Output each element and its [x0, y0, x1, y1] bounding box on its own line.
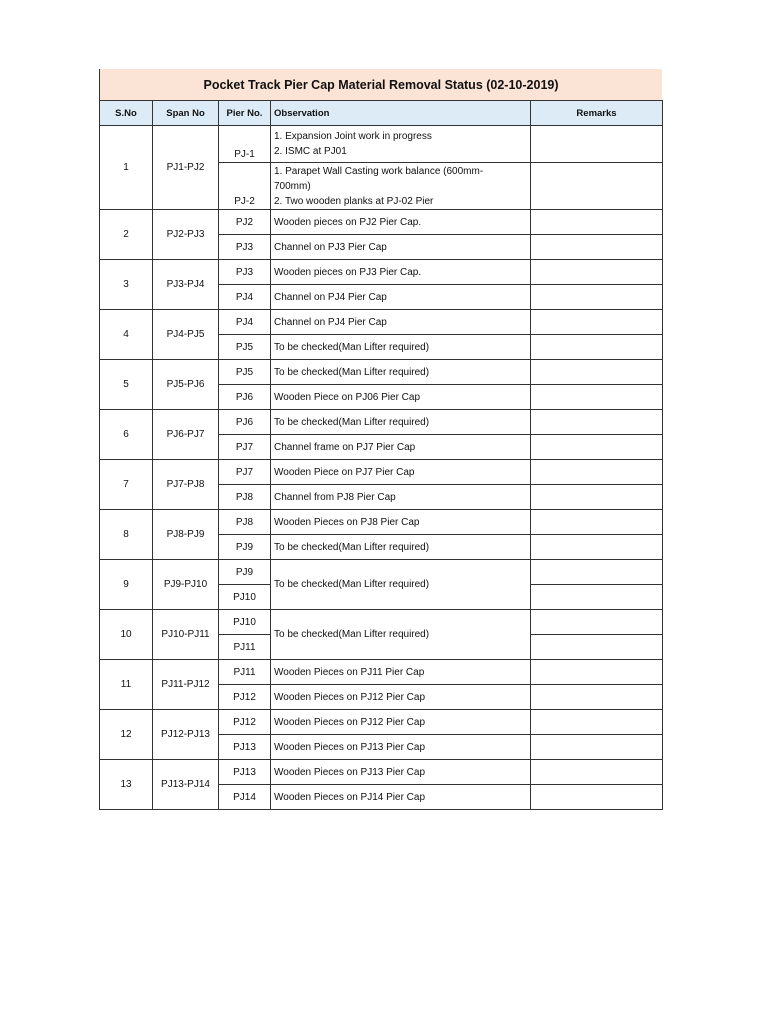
observation-cell: Channel from PJ8 Pier Cap [271, 485, 531, 510]
observation-cell: To be checked(Man Lifter required) [271, 560, 531, 610]
remarks-cell[interactable] [531, 360, 663, 385]
sno-cell: 2 [100, 210, 153, 260]
remarks-cell[interactable] [531, 785, 663, 810]
observation-cell: Channel on PJ4 Pier Cap [271, 310, 531, 335]
pier-cell: PJ6 [219, 385, 271, 410]
sno-cell: 7 [100, 460, 153, 510]
header-pier: Pier No. [219, 101, 271, 126]
table-row [100, 360, 663, 385]
span-cell: PJ10-PJ11 [153, 610, 219, 660]
observation-cell: Wooden Pieces on PJ11 Pier Cap [271, 660, 531, 685]
sno-cell: 11 [100, 660, 153, 710]
sno-cell: 12 [100, 710, 153, 760]
remarks-cell[interactable] [531, 285, 663, 310]
observation-cell [271, 163, 531, 210]
remarks-cell[interactable] [531, 685, 663, 710]
observation-cell: Wooden Pieces on PJ13 Pier Cap [271, 760, 531, 785]
span-cell: PJ3-PJ4 [153, 260, 219, 310]
pier-cell: PJ3 [219, 235, 271, 260]
remarks-cell[interactable] [531, 235, 663, 260]
span-cell: PJ4-PJ5 [153, 310, 219, 360]
observation-line: 700mm) [274, 180, 311, 192]
remarks-cell[interactable] [531, 535, 663, 560]
table-row [100, 760, 663, 785]
pier-cell: PJ11 [219, 635, 271, 660]
sno-cell: 6 [100, 410, 153, 460]
remarks-cell[interactable] [531, 260, 663, 285]
remarks-cell[interactable] [531, 210, 663, 235]
pier-cell: PJ8 [219, 485, 271, 510]
sno-cell: 10 [100, 610, 153, 660]
remarks-cell[interactable] [531, 460, 663, 485]
header-sno: S.No [100, 101, 153, 126]
remarks-cell[interactable] [531, 510, 663, 535]
header-remarks: Remarks [531, 101, 663, 126]
pier-cell: PJ12 [219, 685, 271, 710]
observation-cell: Wooden Piece on PJ06 Pier Cap [271, 385, 531, 410]
remarks-cell[interactable] [531, 126, 663, 163]
span-cell: PJ6-PJ7 [153, 410, 219, 460]
pier-cell: PJ4 [219, 310, 271, 335]
pier-cell: PJ-1 [219, 126, 271, 163]
remarks-cell[interactable] [531, 435, 663, 460]
observation-cell: Wooden Pieces on PJ12 Pier Cap [271, 710, 531, 735]
pier-cell: PJ2 [219, 210, 271, 235]
span-cell: PJ1-PJ2 [153, 126, 219, 210]
pier-cell: PJ4 [219, 285, 271, 310]
pier-cell: PJ5 [219, 335, 271, 360]
pier-cell: PJ-2 [219, 163, 271, 210]
span-cell: PJ11-PJ12 [153, 660, 219, 710]
sno-cell: 13 [100, 760, 153, 810]
observation-line: 2. ISMC at PJ01 [274, 146, 347, 157]
remarks-cell[interactable] [531, 585, 663, 610]
pier-cell: PJ3 [219, 260, 271, 285]
status-table [99, 100, 663, 810]
table-row [100, 410, 663, 435]
observation-line: 2. Two wooden planks at PJ-02 Pier [274, 195, 434, 207]
header-observation: Observation [271, 101, 531, 126]
observation-cell: To be checked(Man Lifter required) [271, 335, 531, 360]
observation-cell: Channel on PJ4 Pier Cap [271, 285, 531, 310]
span-cell: PJ9-PJ10 [153, 560, 219, 610]
observation-cell: To be checked(Man Lifter required) [271, 360, 531, 385]
observation-cell: Channel frame on PJ7 Pier Cap [271, 435, 531, 460]
table-row [100, 610, 663, 635]
observation-line: 1. Expansion Joint work in progress [274, 131, 432, 142]
observation-cell: To be checked(Man Lifter required) [271, 410, 531, 435]
remarks-cell[interactable] [531, 385, 663, 410]
pier-cell: PJ12 [219, 710, 271, 735]
observation-cell: To be checked(Man Lifter required) [271, 535, 531, 560]
pier-cell: PJ9 [219, 535, 271, 560]
pier-cell: PJ14 [219, 785, 271, 810]
pier-cell: PJ10 [219, 585, 271, 610]
observation-cell: Wooden Pieces on PJ12 Pier Cap [271, 685, 531, 710]
remarks-cell[interactable] [531, 710, 663, 735]
observation-cell: Channel on PJ3 Pier Cap [271, 235, 531, 260]
pier-cell: PJ5 [219, 360, 271, 385]
remarks-cell[interactable] [531, 335, 663, 360]
table-row [100, 510, 663, 535]
pier-cell: PJ13 [219, 735, 271, 760]
observation-cell: Wooden Piece on PJ7 Pier Cap [271, 460, 531, 485]
table-row [100, 210, 663, 235]
sno-cell: 5 [100, 360, 153, 410]
observation-cell: To be checked(Man Lifter required) [271, 610, 531, 660]
observation-cell: Wooden pieces on PJ2 Pier Cap. [271, 210, 531, 235]
remarks-cell[interactable] [531, 410, 663, 435]
span-cell: PJ12-PJ13 [153, 710, 219, 760]
table-row [100, 660, 663, 685]
sno-cell: 9 [100, 560, 153, 610]
remarks-cell[interactable] [531, 610, 663, 635]
remarks-cell[interactable] [531, 485, 663, 510]
table-row [100, 460, 663, 485]
sno-cell: 3 [100, 260, 153, 310]
remarks-cell[interactable] [531, 735, 663, 760]
sheet-title: Pocket Track Pier Cap Material Removal Status (02-10-2019) [99, 69, 662, 100]
table-row [100, 126, 663, 163]
header-row [100, 101, 663, 126]
span-cell: PJ5-PJ6 [153, 360, 219, 410]
observation-cell [271, 126, 531, 163]
sno-cell: 8 [100, 510, 153, 560]
remarks-cell[interactable] [531, 163, 663, 210]
observation-line: 1. Parapet Wall Casting work balance (600mm- [274, 165, 484, 177]
pier-cell: PJ10 [219, 610, 271, 635]
table-row [100, 560, 663, 585]
status-sheet [99, 69, 662, 810]
sno-cell: 4 [100, 310, 153, 360]
span-cell: PJ8-PJ9 [153, 510, 219, 560]
pier-cell: PJ13 [219, 760, 271, 785]
pier-cell: PJ7 [219, 460, 271, 485]
table-row [100, 260, 663, 285]
remarks-cell[interactable] [531, 760, 663, 785]
pier-cell: PJ9 [219, 560, 271, 585]
span-cell: PJ2-PJ3 [153, 210, 219, 260]
pier-cell: PJ6 [219, 410, 271, 435]
pier-cell: PJ7 [219, 435, 271, 460]
header-span: Span No [153, 101, 219, 126]
observation-cell: Wooden Pieces on PJ13 Pier Cap [271, 735, 531, 760]
observation-cell: Wooden pieces on PJ3 Pier Cap. [271, 260, 531, 285]
span-cell: PJ13-PJ14 [153, 760, 219, 810]
pier-cell: PJ8 [219, 510, 271, 535]
remarks-cell[interactable] [531, 635, 663, 660]
pier-cell: PJ11 [219, 660, 271, 685]
table-row [100, 310, 663, 335]
span-cell: PJ7-PJ8 [153, 460, 219, 510]
sno-cell: 1 [100, 126, 153, 210]
observation-cell: Wooden Pieces on PJ8 Pier Cap [271, 510, 531, 535]
table-row [100, 710, 663, 735]
remarks-cell[interactable] [531, 560, 663, 585]
remarks-cell[interactable] [531, 310, 663, 335]
remarks-cell[interactable] [531, 660, 663, 685]
observation-cell: Wooden Pieces on PJ14 Pier Cap [271, 785, 531, 810]
